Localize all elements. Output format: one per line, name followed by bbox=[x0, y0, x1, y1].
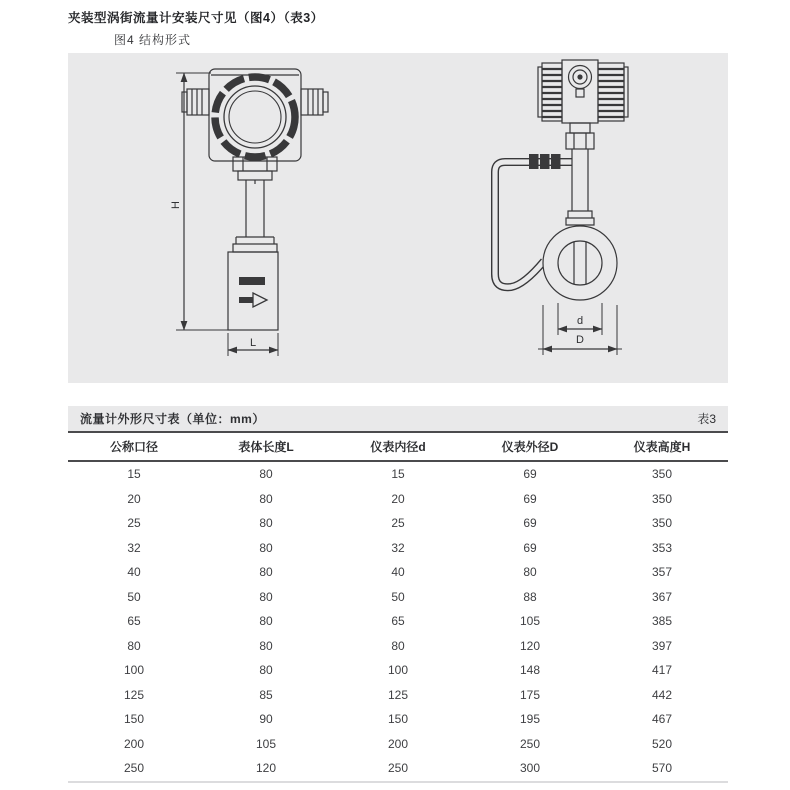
table-cell: 200 bbox=[387, 736, 409, 751]
table-cell: 467 bbox=[651, 712, 673, 727]
table-cell: 250 bbox=[387, 761, 409, 776]
table-cell: 175 bbox=[519, 687, 541, 702]
column-header: 仪表外径D bbox=[464, 432, 596, 461]
column-header: 仪表高度H bbox=[596, 432, 728, 461]
table-cell: 80 bbox=[259, 638, 273, 653]
table-cell: 148 bbox=[519, 663, 541, 678]
table-cell: 80 bbox=[259, 614, 273, 629]
table-cell: 150 bbox=[387, 712, 409, 727]
table-cell: 357 bbox=[651, 565, 673, 580]
table-row bbox=[68, 461, 728, 487]
table-cell: 69 bbox=[523, 467, 537, 482]
table-cell: 80 bbox=[259, 467, 273, 482]
table-cell: 80 bbox=[127, 638, 141, 653]
table-cell: 80 bbox=[259, 663, 273, 678]
figure-panel bbox=[68, 53, 728, 383]
table-titlebar bbox=[68, 406, 728, 431]
table-cell: 350 bbox=[651, 516, 673, 531]
cable-entry-right bbox=[301, 89, 328, 115]
table-cell: 90 bbox=[259, 712, 273, 727]
table-cell: 40 bbox=[127, 565, 141, 580]
table-cell: 25 bbox=[391, 516, 405, 531]
flow-direction-arrow bbox=[239, 293, 267, 307]
table-cell: 250 bbox=[123, 761, 145, 776]
table-cell: 120 bbox=[255, 761, 277, 776]
dimension-D bbox=[538, 305, 622, 355]
table-cell: 120 bbox=[519, 638, 541, 653]
table-cell: 300 bbox=[519, 761, 541, 776]
dimension-d bbox=[558, 303, 602, 335]
table-cell: 150 bbox=[123, 712, 145, 727]
table-cell: 80 bbox=[523, 565, 537, 580]
table-row bbox=[68, 560, 728, 585]
page-heading: 夹装型涡街流量计安装尺寸见（图4）（表3） bbox=[68, 11, 324, 25]
table-cell: 25 bbox=[127, 516, 141, 531]
column-header: 表体长度L bbox=[200, 432, 332, 461]
display-bezel-ring bbox=[215, 77, 295, 157]
table-cell: 88 bbox=[523, 589, 537, 604]
table-cell: 350 bbox=[651, 467, 673, 482]
table-cell: 367 bbox=[651, 589, 673, 604]
table-cell: 65 bbox=[127, 614, 141, 629]
table-row bbox=[68, 732, 728, 757]
table-row bbox=[68, 609, 728, 634]
table-cell: 85 bbox=[259, 687, 273, 702]
table-row bbox=[68, 756, 728, 782]
transmitter-head-front bbox=[182, 69, 328, 161]
flowmeter-side-view bbox=[495, 60, 628, 355]
table-row bbox=[68, 634, 728, 659]
sight-glass bbox=[569, 66, 592, 98]
table-cell: 442 bbox=[651, 687, 673, 702]
table-row bbox=[68, 511, 728, 536]
meter-body bbox=[228, 252, 278, 330]
table-cell: 397 bbox=[651, 638, 673, 653]
table-cell: 570 bbox=[651, 761, 673, 776]
table-cell: 50 bbox=[127, 589, 141, 604]
table-cell: 69 bbox=[523, 516, 537, 531]
table-cell: 69 bbox=[523, 491, 537, 506]
nameplate bbox=[239, 277, 265, 285]
wafer-body-ring bbox=[543, 226, 617, 300]
table-cell: 105 bbox=[519, 614, 541, 629]
length-label: L bbox=[249, 337, 257, 349]
dimension-table-body bbox=[68, 461, 728, 782]
column-header: 公称口径 bbox=[68, 432, 200, 461]
table-row bbox=[68, 683, 728, 708]
neck-and-stem-side bbox=[566, 123, 594, 225]
table-cell: 50 bbox=[391, 589, 405, 604]
table-title: 流量计外形尺寸表（单位：mm） bbox=[80, 412, 265, 426]
table-cell: 80 bbox=[259, 565, 273, 580]
table-cell: 520 bbox=[651, 736, 673, 751]
outer-diameter-label: D bbox=[576, 334, 584, 346]
cable-entry-left bbox=[182, 89, 209, 115]
figure-caption: 图4 结构形式 bbox=[114, 33, 192, 47]
table-cell: 100 bbox=[123, 663, 145, 678]
inner-diameter-label: d bbox=[576, 315, 584, 327]
table-cell: 200 bbox=[123, 736, 145, 751]
table-cell: 105 bbox=[255, 736, 277, 751]
table-header-row bbox=[68, 432, 728, 461]
table-cell: 417 bbox=[651, 663, 673, 678]
dimension-H bbox=[170, 73, 228, 330]
flowmeter-front-view bbox=[170, 69, 328, 356]
table-cell: 250 bbox=[519, 736, 541, 751]
table-cell: 100 bbox=[387, 663, 409, 678]
table-row bbox=[68, 487, 728, 512]
dimension-table-section bbox=[68, 406, 728, 783]
pipe-union-fitting bbox=[529, 154, 561, 169]
structure-figure bbox=[68, 53, 728, 383]
table-cell: 20 bbox=[127, 491, 141, 506]
table-cell: 353 bbox=[651, 540, 673, 555]
table-cell: 80 bbox=[259, 589, 273, 604]
dimension-L bbox=[228, 333, 278, 356]
table-cell: 15 bbox=[127, 467, 141, 482]
table-cell: 195 bbox=[519, 712, 541, 727]
table-cell: 125 bbox=[387, 687, 409, 702]
table-cell: 350 bbox=[651, 491, 673, 506]
table-tag: 表3 bbox=[697, 412, 716, 426]
table-cell: 80 bbox=[259, 491, 273, 506]
table-cell: 385 bbox=[651, 614, 673, 629]
table-row bbox=[68, 585, 728, 610]
table-cell: 125 bbox=[123, 687, 145, 702]
table-cell: 65 bbox=[391, 614, 405, 629]
table-cell: 69 bbox=[523, 540, 537, 555]
table-cell: 40 bbox=[391, 565, 405, 580]
neck-and-stem bbox=[233, 157, 277, 252]
transmitter-head-side bbox=[538, 60, 628, 123]
table-cell: 32 bbox=[391, 540, 405, 555]
table-cell: 32 bbox=[127, 540, 141, 555]
table-row bbox=[68, 536, 728, 561]
table-cell: 20 bbox=[391, 491, 405, 506]
height-label: H bbox=[170, 201, 182, 209]
table-cell: 15 bbox=[391, 467, 405, 482]
column-header: 仪表内径d bbox=[332, 432, 464, 461]
table-cell: 80 bbox=[391, 638, 405, 653]
table-cell: 80 bbox=[259, 516, 273, 531]
dimension-table bbox=[68, 431, 728, 783]
table-row bbox=[68, 658, 728, 683]
table-cell: 80 bbox=[259, 540, 273, 555]
table-row bbox=[68, 707, 728, 732]
